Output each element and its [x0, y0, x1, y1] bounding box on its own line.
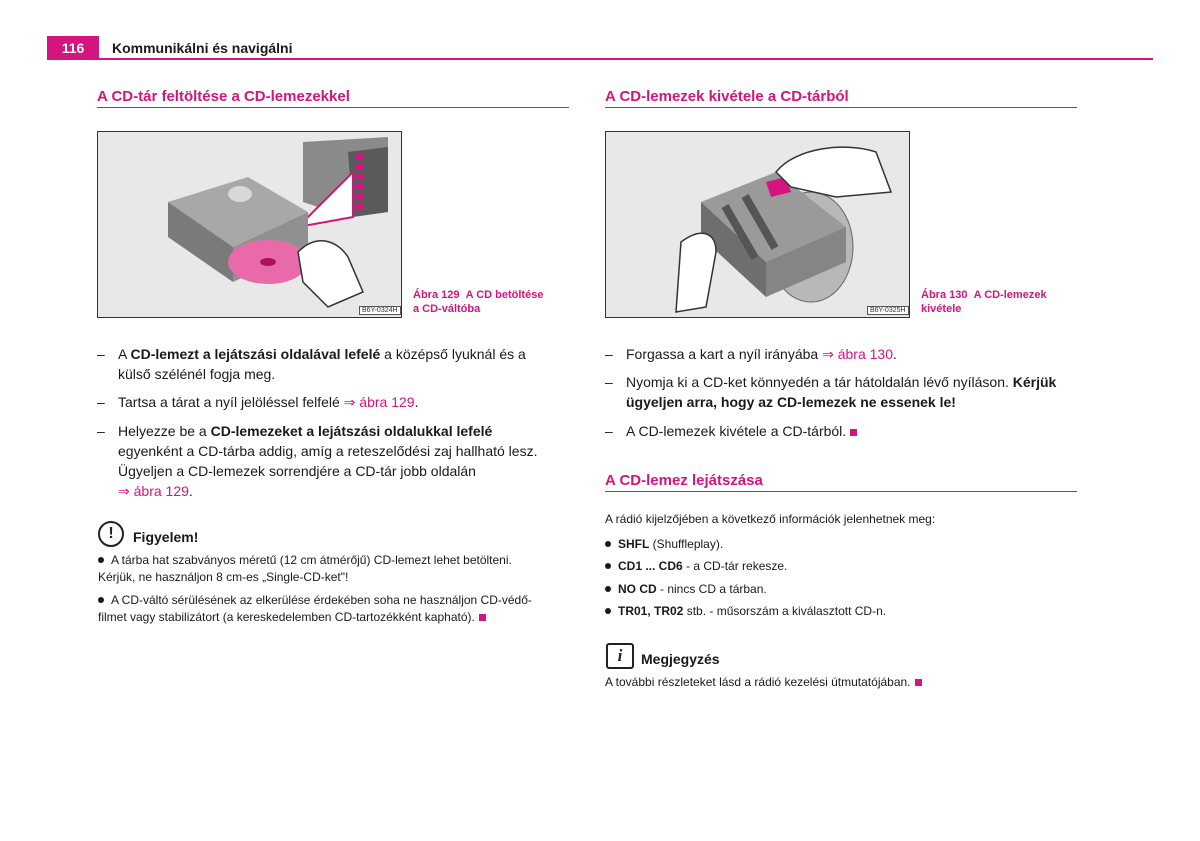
bullet-icon — [98, 557, 104, 563]
caption-number: Ábra 130 — [921, 289, 968, 301]
figure-caption-130 — [921, 288, 1047, 316]
figure-130 — [605, 131, 910, 318]
caption-text-2: kivétele — [921, 303, 962, 315]
figure-129 — [97, 131, 402, 318]
exclamation-icon: ! — [98, 521, 124, 547]
cd-removal-illustration — [606, 132, 909, 317]
bullet-icon — [605, 586, 611, 592]
page-number: 116 — [61, 40, 85, 56]
chapter-title: Kommunikálni és navigálni — [112, 40, 293, 56]
info-icon: i — [606, 643, 634, 669]
figure-ref-link[interactable]: ⇒ ábra 129 — [343, 394, 415, 410]
figure-code: B6Y-0325H — [867, 306, 909, 315]
note-text: A további részleteket lásd a rádió kezelési útmutatójában. — [605, 674, 922, 691]
end-marker-icon — [915, 679, 922, 686]
warning-title: Figyelem! — [133, 529, 199, 545]
list-item: CD1 ... CD6 - a CD-tár rekesze. — [605, 558, 787, 575]
header-rule — [47, 58, 1153, 60]
section-rule — [97, 107, 569, 108]
caption-text-2: a CD-váltóba — [413, 303, 481, 315]
play-intro: A rádió kijelzőjében a következő információk jelenhetnek meg: — [605, 512, 936, 526]
end-marker-icon — [479, 614, 486, 621]
list-item: NO CD - nincs CD a tárban. — [605, 581, 767, 598]
warning-bullet-2: A CD-váltó sérülésének az elkerülése érdekében soha ne használjon CD-védő- filmet vagy stabilizátort (a kereskedelemben CD-tartozékként kapható). — [98, 593, 532, 624]
bullet-icon — [98, 597, 104, 603]
bullet-icon — [605, 541, 611, 547]
section-title-play: A CD-lemez lejátszása — [605, 472, 763, 489]
figure-ref-link[interactable]: ⇒ ábra 130 — [822, 346, 893, 362]
section-title-remove: A CD-lemezek kivétele a CD-tárból — [605, 88, 849, 105]
bullet-icon — [605, 563, 611, 569]
list-item: TR01, TR02 stb. - műsorszám a kiválasztott CD-n. — [605, 603, 886, 620]
end-marker-icon — [850, 429, 857, 436]
caption-number: Ábra 129 — [413, 289, 460, 301]
caption-text: A CD betöltése — [465, 289, 544, 301]
cd-loading-illustration — [98, 132, 401, 317]
figure-code: B6Y-0324H — [359, 306, 401, 315]
list-item: SHFL (Shuffleplay). — [605, 536, 723, 553]
note-title: Megjegyzés — [641, 651, 720, 667]
section-rule — [605, 107, 1077, 108]
figure-caption-129 — [413, 288, 543, 316]
figure-ref-link[interactable]: ⇒ ábra 129 — [118, 483, 189, 499]
section-rule — [605, 491, 1077, 492]
bullet-icon — [605, 608, 611, 614]
section-title-load: A CD-tár feltöltése a CD-lemezekkel — [97, 88, 350, 105]
caption-text: A CD-lemezek — [973, 289, 1047, 301]
warning-bullet-1: A tárba hat szabványos méretű (12 cm átmérőjű) CD-lemezt lehet betölteni. Kérjük, ne használjon 8 cm-es „Single-CD-ket"! — [98, 553, 512, 584]
